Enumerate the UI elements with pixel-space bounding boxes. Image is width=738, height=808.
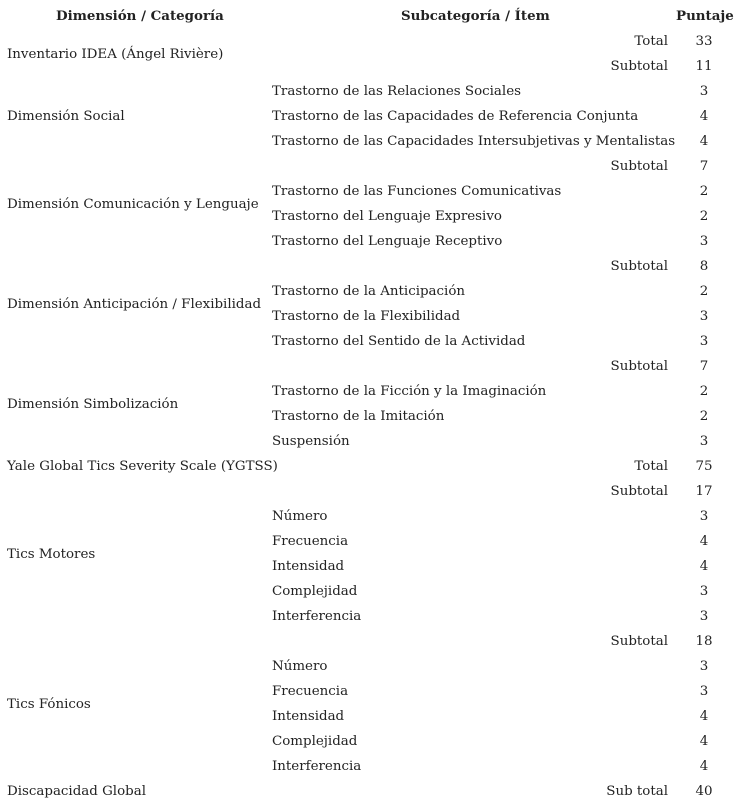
score-value: 2 [699, 409, 709, 424]
score-value: 18 [695, 634, 713, 649]
score-value: 4 [699, 559, 709, 574]
header-score: Puntaje [676, 8, 734, 24]
subcategory-item: Complejidad [272, 584, 358, 599]
subcategory-item: Complejidad [272, 734, 358, 749]
subcategory-item: Número [272, 659, 328, 674]
subcategory-item: Trastorno de la Imitación [272, 409, 445, 424]
total-label: Subtotal [610, 359, 668, 374]
score-value: 7 [699, 359, 709, 374]
dimension-label: Discapacidad Global [7, 784, 146, 799]
score-value: 4 [699, 734, 709, 749]
total-label: Subtotal [610, 634, 668, 649]
score-value: 3 [699, 684, 709, 699]
subcategory-item: Número [272, 509, 328, 524]
subcategory-item: Trastorno de las Capacidades Intersubjetivas y Mentalistas [272, 134, 676, 149]
score-value: 3 [699, 309, 709, 324]
dimension-label: Tics Motores [7, 546, 96, 562]
score-value: 33 [695, 34, 713, 49]
total-label: Sub total [606, 784, 668, 799]
score-value: 2 [699, 184, 709, 199]
subcategory-item: Trastorno del Lenguaje Receptivo [272, 234, 503, 249]
dimension-label: Dimensión Social [7, 109, 125, 124]
score-value: 4 [699, 534, 709, 549]
score-value: 40 [695, 784, 713, 799]
total-label: Total [634, 34, 668, 49]
score-value: 75 [695, 459, 713, 474]
subcategory-item: Frecuencia [272, 534, 349, 549]
score-value: 3 [699, 659, 709, 674]
subcategory-item: Intensidad [272, 709, 345, 724]
score-value: 2 [699, 384, 709, 399]
score-value: 3 [699, 434, 709, 449]
score-value: 7 [699, 159, 709, 174]
dimension-label: Inventario IDEA (Ángel Rivière) [7, 46, 224, 62]
header-subcategory: Subcategoría / Ítem [401, 8, 550, 24]
total-label: Subtotal [610, 484, 668, 499]
score-value: 17 [695, 484, 713, 499]
score-value: 3 [699, 509, 709, 524]
score-value: 3 [699, 609, 709, 624]
dimension-label: Tics Fónicos [7, 696, 91, 712]
score-value: 3 [699, 84, 709, 99]
score-value: 2 [699, 284, 709, 299]
subcategory-item: Trastorno de las Relaciones Sociales [272, 84, 521, 99]
total-label: Subtotal [610, 159, 668, 174]
total-label: Total [634, 459, 668, 474]
score-value: 3 [699, 584, 709, 599]
dimension-label: Dimensión Comunicación y Lenguaje [7, 196, 259, 212]
subcategory-item: Trastorno de la Anticipación [272, 284, 466, 299]
subcategory-item: Trastorno de la Ficción y la Imaginación [272, 384, 547, 399]
dimension-label: Dimensión Simbolización [7, 396, 179, 412]
subcategory-item: Trastorno del Lenguaje Expresivo [272, 209, 502, 224]
dimension-label: Yale Global Tics Severity Scale (YGTSS) [7, 459, 278, 474]
subcategory-item: Suspensión [272, 434, 350, 449]
score-value: 2 [699, 209, 709, 224]
dimension-label: Dimensión Anticipación / Flexibilidad [7, 296, 262, 312]
score-value: 4 [699, 109, 709, 124]
score-value: 11 [695, 59, 713, 74]
total-label: Subtotal [610, 59, 668, 74]
subcategory-item: Trastorno de las Funciones Comunicativas [272, 184, 562, 199]
header-dimension: Dimensión / Categoría [56, 8, 224, 24]
score-value: 3 [699, 234, 709, 249]
subcategory-item: Frecuencia [272, 684, 349, 699]
subcategory-item: Trastorno de la Flexibilidad [272, 309, 461, 324]
subcategory-item: Interferencia [272, 759, 362, 774]
score-value: 4 [699, 134, 709, 149]
score-value: 3 [699, 334, 709, 349]
subcategory-item: Intensidad [272, 559, 345, 574]
score-value: 4 [699, 709, 709, 724]
score-value: 8 [699, 259, 709, 274]
total-label: Subtotal [610, 259, 668, 274]
subcategory-item: Trastorno del Sentido de la Actividad [272, 334, 526, 349]
subcategory-item: Interferencia [272, 609, 362, 624]
score-value: 4 [699, 759, 709, 774]
subcategory-item: Trastorno de las Capacidades de Referencia Conjunta [272, 109, 639, 124]
